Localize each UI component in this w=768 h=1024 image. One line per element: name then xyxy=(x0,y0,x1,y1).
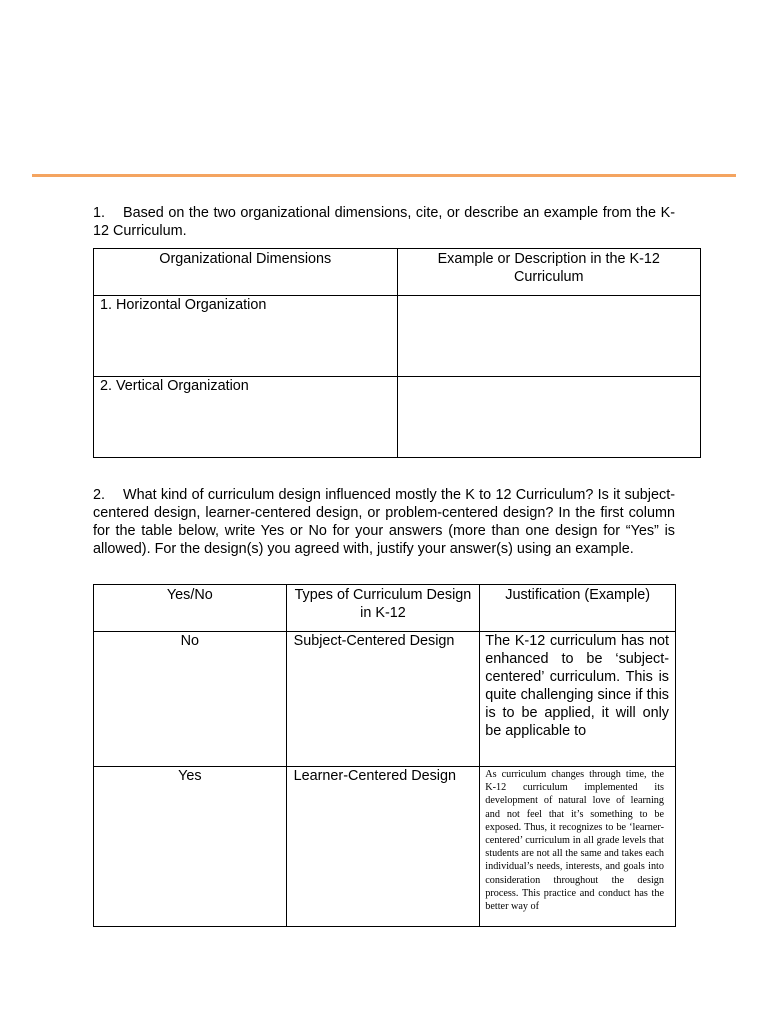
header-cell: Yes/No xyxy=(94,585,287,632)
answer-cell: Yes xyxy=(94,767,287,927)
table-header-row xyxy=(94,249,701,296)
header-cell: Example or Description in the K-12 Curriculum xyxy=(397,249,701,296)
justification-cell: The K-12 curriculum has not enhanced to be ‘subject-centered’ curriculum. This is quite challenging since if this is to be applied, it will only be applicable to xyxy=(480,632,676,767)
table-row xyxy=(94,767,676,927)
question-2 xyxy=(93,486,675,558)
table-row xyxy=(94,632,676,767)
justification-text: As curriculum changes through time, the K-12 curriculum implemented its development of natural love of learning and not feel that it’s something to be exposed. Thus, it recognizes to be ‘learner-centered’ curriculum in all grade levels that students are not all the same and takes each individual’s needs, interests, and goals into consideration throughout the design process. This practice and conduct has the better way of xyxy=(485,769,664,913)
question-1-text: Based on the two organizational dimensions, cite, or describe an example from the K-12 Curriculum. xyxy=(93,205,675,239)
question-1-number: 1. xyxy=(93,205,106,221)
dimension-cell: 2. Vertical Organization xyxy=(94,377,398,458)
justification-cell xyxy=(480,767,676,927)
header-divider xyxy=(32,174,736,177)
curriculum-design-table xyxy=(93,584,676,927)
answer-cell: No xyxy=(94,632,287,767)
header-cell: Justification (Example) xyxy=(480,585,676,632)
design-cell: Subject-Centered Design xyxy=(286,632,480,767)
table-header-row xyxy=(94,585,676,632)
example-cell xyxy=(397,377,701,458)
question-1 xyxy=(93,204,675,240)
header-cell: Types of Curriculum Design in K-12 xyxy=(286,585,480,632)
table-row xyxy=(94,377,701,458)
question-2-number: 2. xyxy=(93,487,106,503)
table-row xyxy=(94,296,701,377)
question-2-text: What kind of curriculum design influenced mostly the K to 12 Curriculum? Is it subject-centered design, learner-centered design, or problem-centered design? In the first column for the table below, write Yes or No for your answers (more than one design for “Yes” is allowed). For the design(s) you agreed with, justify your answer(s) using an example. xyxy=(93,487,675,557)
header-cell: Organizational Dimensions xyxy=(94,249,398,296)
dimension-cell: 1. Horizontal Organization xyxy=(94,296,398,377)
design-cell: Learner-Centered Design xyxy=(286,767,480,927)
example-cell xyxy=(397,296,701,377)
organizational-dimensions-table xyxy=(93,248,701,458)
